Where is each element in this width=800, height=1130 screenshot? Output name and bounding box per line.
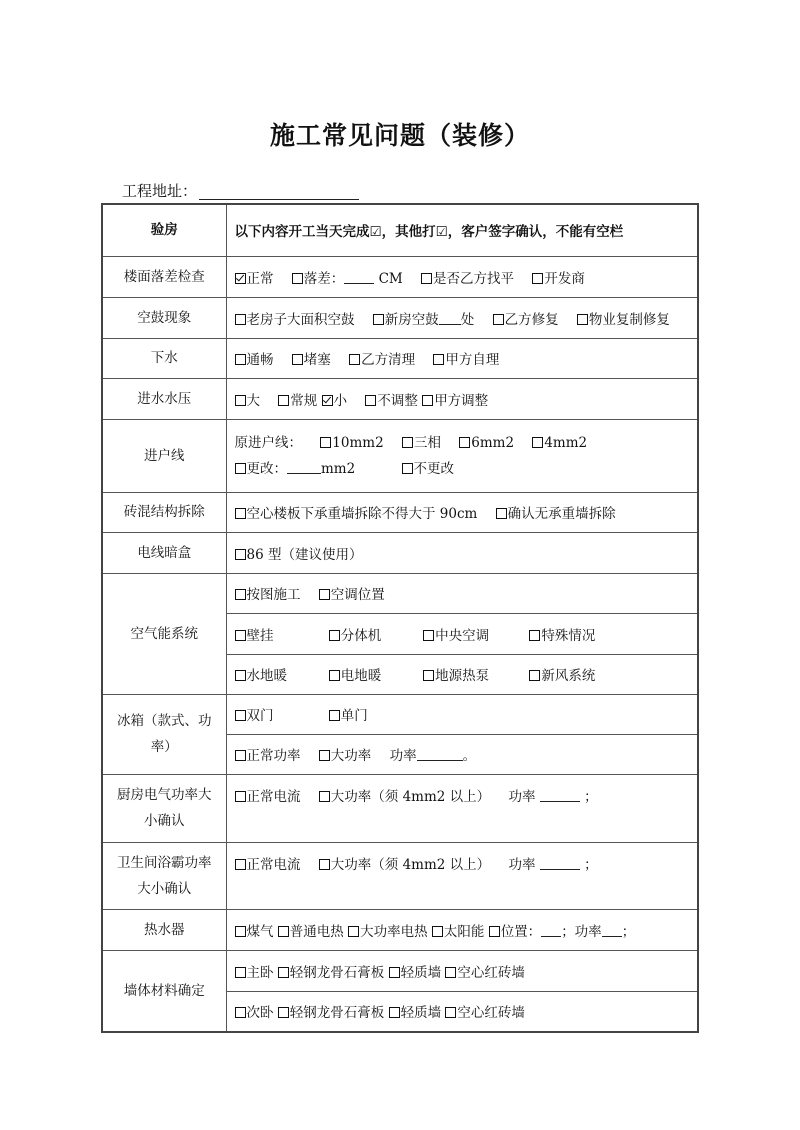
row-label: 墙体材料确定 [102,950,226,1032]
option-ac-position[interactable]: 空调位置 [319,583,385,603]
option-by-drawing[interactable]: 按图施工 [235,583,301,603]
checkbox-icon[interactable] [493,314,504,325]
option-no-change[interactable]: 不更改 [402,456,455,482]
checkbox-icon[interactable] [445,967,456,978]
option-no-bearing-wall[interactable]: 确认无承重墙拆除 [496,502,616,522]
option-gas[interactable]: 煤气 [235,920,274,940]
option-high-power-electric[interactable]: 大功率电热 [348,920,428,940]
checkbox-icon[interactable] [329,670,340,681]
checkbox-icon[interactable] [235,549,246,560]
checkbox-icon[interactable] [235,314,246,325]
row-options [226,573,698,613]
option-normal-electric[interactable]: 普通电热 [278,920,344,940]
option-central-ac[interactable]: 中央空调 [423,624,525,644]
row-label: 厨房电气功率大小确认 [102,774,226,842]
option-6mm2[interactable]: 6mm2 [459,430,514,456]
checkbox-icon[interactable] [235,354,246,365]
checkbox-icon[interactable] [235,710,246,721]
fill-blank[interactable] [417,748,463,761]
option-property-fix[interactable]: 物业复制修复 [577,308,670,328]
row-label: 热水器 [102,909,226,950]
checkbox-icon[interactable] [319,589,330,600]
option-slab-wall[interactable]: 空心楼板下承重墙拆除不得大于 90cm [235,502,478,522]
checkbox-icon[interactable] [577,314,588,325]
checkbox-icon[interactable] [292,273,303,284]
option-normal-current[interactable]: 正常电流 [235,853,301,873]
checkbox-icon[interactable] [235,750,246,761]
checkbox-icon[interactable] [529,630,540,641]
checked-box-icon[interactable] [322,395,333,406]
option-hollow-brick[interactable]: 空心红砖墙 [445,961,525,981]
wall-row-1 [102,950,698,991]
option-drop[interactable]: 落差： CM [292,267,403,287]
kitchen-row [102,774,698,842]
fill-blank[interactable] [287,461,321,474]
air-row-1 [102,573,698,613]
header-label: 验房 [102,204,226,256]
checkbox-icon[interactable] [373,314,384,325]
structure-row [102,492,698,532]
row-options [226,338,698,378]
checkbox-icon[interactable] [348,926,359,937]
option-normal-power[interactable]: 正常功率 [235,744,301,764]
checked-box-icon[interactable] [235,273,246,284]
checkbox-icon[interactable] [402,463,413,474]
fill-blank[interactable] [439,312,461,325]
option-leveling[interactable]: 是否乙方找平 [421,267,514,287]
row-options: 正常功率 大功率 功率 。 [226,734,698,774]
checkbox-icon[interactable] [235,1007,246,1018]
address-label: 工程地址： [122,182,198,200]
option-three-phase[interactable]: 三相 [402,430,441,456]
checkbox-icon[interactable] [389,967,400,978]
checkbox-icon[interactable] [423,630,434,641]
checkbox-icon[interactable] [422,395,433,406]
option-normal-current[interactable]: 正常电流 [235,785,301,805]
checkbox-icon[interactable] [235,791,246,802]
option-wall-mount[interactable]: 壁挂 [235,624,325,644]
option-light-wall[interactable]: 轻质墙 [389,1001,442,1021]
row-label: 进户线 [102,419,226,492]
checkbox-icon[interactable] [433,354,444,365]
option-gypsum-board[interactable]: 轻钢龙骨石膏板 [278,1001,385,1021]
option-position[interactable]: 位置： ；功率 ； [489,920,636,940]
option-normal[interactable]: 正常 [235,267,274,287]
option-change[interactable]: 更改： mm2 [235,456,356,482]
row-options [226,694,698,734]
checkbox-icon[interactable] [496,508,507,519]
option-second-bedroom[interactable]: 次卧 [235,1001,274,1021]
hollow-row [102,297,698,338]
row-options [226,613,698,654]
row-options [226,532,698,573]
drain-row [102,338,698,378]
row-label: 电线暗盒 [102,532,226,573]
checkbox-icon[interactable] [235,508,246,519]
checkbox-icon[interactable] [421,273,432,284]
checkbox-icon[interactable] [402,437,413,448]
row-options [226,991,698,1032]
option-high-power[interactable]: 大功率 [319,744,372,764]
option-developer[interactable]: 开发商 [532,267,585,287]
checkbox-icon[interactable] [278,1007,289,1018]
checkbox-icon[interactable] [389,1007,400,1018]
row-options [226,256,698,297]
checkbox-icon[interactable] [319,791,330,802]
option-light-wall[interactable]: 轻质墙 [389,961,442,981]
row-label: 空气能系统 [102,573,226,694]
checkbox-icon[interactable] [235,670,246,681]
fill-blank[interactable] [540,789,580,802]
option-new-hollow[interactable]: 新房空鼓 处 [373,308,475,328]
fill-blank[interactable] [540,857,580,870]
option-double-door[interactable]: 双门 [235,704,325,724]
fill-blank[interactable] [344,271,374,284]
floor-row [102,256,698,297]
checkbox-icon[interactable] [235,630,246,641]
checkbox-icon[interactable] [235,967,246,978]
option-high-power-4mm2[interactable]: 大功率（须 4mm2 以上） [319,853,490,873]
pressure-row [102,378,698,419]
option-split[interactable]: 分体机 [329,624,419,644]
checkbox-icon[interactable] [529,670,540,681]
row-label: 冰箱（款式、功率） [102,694,226,774]
checkbox-icon[interactable] [532,437,543,448]
row-label: 下水 [102,338,226,378]
checkbox-icon[interactable] [423,670,434,681]
checkbox-icon[interactable] [235,589,246,600]
option-master-bedroom[interactable]: 主卧 [235,961,274,981]
bath-row [102,842,698,909]
row-options [226,492,698,532]
address-row [122,180,359,202]
row-options: 正常电流 大功率（须 4mm2 以上） 功率 ； [226,842,698,909]
row-label: 空鼓现象 [102,297,226,338]
checkbox-icon[interactable] [235,926,246,937]
option-special[interactable]: 特殊情况 [529,624,595,644]
wire-row [102,419,698,492]
row-label: 楼面落差检查 [102,256,226,297]
option-party-b-fix[interactable]: 乙方修复 [493,308,559,328]
fill-blank[interactable] [602,924,622,937]
header-row [102,204,698,256]
page-title: 施工常见问题（装修） [269,121,530,150]
option-hollow-brick[interactable]: 空心红砖墙 [445,1001,525,1021]
address-blank[interactable] [199,183,359,200]
option-high-power-4mm2[interactable]: 大功率（须 4mm2 以上） [319,785,490,805]
checkbox-icon[interactable] [278,395,289,406]
row-options [226,654,698,694]
inspection-form-table [101,203,699,1033]
checkbox-icon[interactable] [445,1007,456,1018]
option-regular[interactable]: 常规 [278,389,317,409]
row-options [226,950,698,991]
checkbox-icon[interactable] [278,967,289,978]
checkbox-icon[interactable] [235,859,246,870]
checkbox-icon[interactable] [349,354,360,365]
option-party-b-clean[interactable]: 乙方清理 [349,348,415,368]
row-options: 正常电流 大功率（须 4mm2 以上） 功率 ； [226,774,698,842]
heater-row [102,909,698,950]
option-low[interactable]: 小 [322,389,348,409]
checkbox-icon[interactable] [532,273,543,284]
option-ground-heat-pump[interactable]: 地源热泵 [423,664,525,684]
row-label: 砖混结构拆除 [102,492,226,532]
option-solar[interactable]: 太阳能 [432,920,485,940]
option-water-floor-heat[interactable]: 水地暖 [235,664,325,684]
option-old-hollow[interactable]: 老房子大面积空鼓 [235,308,355,328]
option-gypsum-board[interactable]: 轻钢龙骨石膏板 [278,961,385,981]
checkbox-icon[interactable] [365,395,376,406]
option-single-door[interactable]: 单门 [329,704,368,724]
option-10mm2[interactable]: 10mm2 [320,430,383,456]
checkbox-icon[interactable] [320,437,331,448]
option-high[interactable]: 大 [235,389,261,409]
checkbox-icon[interactable] [278,926,289,937]
row-options [226,378,698,419]
option-smooth[interactable]: 通畅 [235,348,274,368]
checkbox-icon[interactable] [235,395,246,406]
checkbox-icon[interactable] [489,926,500,937]
option-electric-floor-heat[interactable]: 电地暖 [329,664,419,684]
option-no-adjust[interactable]: 不调整 [365,389,418,409]
row-label: 卫生间浴霸功率大小确认 [102,842,226,909]
checkbox-icon[interactable] [432,926,443,937]
header-note: 以下内容开工当天完成☑，其他打☑，客户签字确认，不能有空栏 [226,204,698,256]
option-blocked[interactable]: 堵塞 [292,348,331,368]
row-options: 原进户线： 10mm2 三相 6mm2 4mm2 更改： mm2 不更改 [226,419,698,492]
row-label: 进水水压 [102,378,226,419]
checkbox-icon[interactable] [319,750,330,761]
fridge-row-1 [102,694,698,734]
junction-box-row [102,532,698,573]
option-4mm2[interactable]: 4mm2 [532,430,587,456]
row-options [226,909,698,950]
checkbox-icon[interactable] [319,859,330,870]
checkbox-icon[interactable] [292,354,303,365]
checkbox-icon[interactable] [329,630,340,641]
option-fresh-air[interactable]: 新风系统 [529,664,595,684]
option-party-a-adjust[interactable]: 甲方调整 [422,389,488,409]
fill-blank[interactable] [541,924,561,937]
option-party-a-self[interactable]: 甲方自理 [433,348,499,368]
option-type-86[interactable]: 86 型（建议使用） [235,543,363,563]
checkbox-icon[interactable] [235,463,246,474]
checkbox-icon[interactable] [329,710,340,721]
row-options [226,297,698,338]
checkbox-icon[interactable] [459,437,470,448]
